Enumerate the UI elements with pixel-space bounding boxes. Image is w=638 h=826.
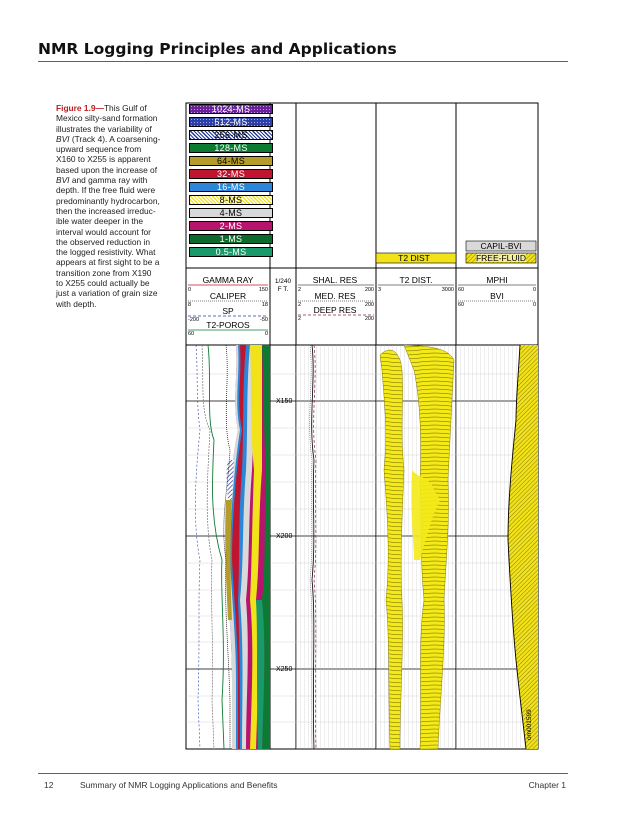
legend-2ms: 2-MS [189,221,273,231]
depth-x250: X250 [276,666,293,673]
legend-64ms: 64-MS [189,156,273,166]
footer-rule [38,773,568,774]
depth-track-header [275,278,292,293]
page-title: NMR Logging Principles and Applications [38,40,397,58]
svg-text:CALIPER: CALIPER [209,291,247,301]
svg-text:0: 0 [532,302,536,308]
track2-log-grid [296,345,376,749]
legend-4ms: 4-MS [189,208,273,218]
svg-text:200: 200 [364,302,374,308]
track2-header [298,275,374,322]
svg-text:3: 3 [378,287,382,293]
legend-0-5ms: 0.5-MS [189,247,273,257]
figure-label: Figure 1.9— [56,103,104,113]
track4-header [458,275,536,308]
svg-text:T2 DIST.: T2 DIST. [399,275,433,285]
svg-text:60: 60 [458,287,465,293]
capil-bvi-label: CAPIL-BVI [480,241,522,251]
svg-text:BVI: BVI [490,291,504,301]
svg-text:T2-POROS: T2-POROS [206,320,250,330]
t2-porosity-bins [225,345,270,749]
svg-text:-200: -200 [188,317,200,323]
legend-512ms: 512-MS [189,117,273,127]
svg-text:2: 2 [298,316,302,322]
depth-x150: X150 [276,398,293,405]
svg-text:60: 60 [188,331,195,337]
t2-dist-legend-label: T2 DIST [398,253,430,263]
track1-curves [195,345,230,749]
svg-text:MPHI: MPHI [486,275,508,285]
legend-256ms: 256-MS [189,130,273,140]
legend-1ms: 1-MS [189,234,273,244]
svg-text:150: 150 [258,287,268,293]
svg-text:0: 0 [264,331,268,337]
svg-text:8: 8 [188,302,192,308]
svg-text:F T.: F T. [277,286,289,293]
free-fluid-label: FREE-FLUID [475,253,527,263]
svg-text:60: 60 [458,302,465,308]
svg-text:18: 18 [261,302,268,308]
legend-16ms: 16-MS [189,182,273,192]
footer-section-title: Summary of NMR Logging Applications and Benefits [80,780,278,790]
legend-8ms: 8-MS [189,195,273,205]
figure-caption: Figure 1.9—This Gulf of Mexico silty-sand formation illustrates the variability of BVI (Track 4). A coarsening- upward sequence from X160 to X255 is apparent based upon the increase of BVI and gamma ray with depth. If the free fluid were predominantly hydrocarbon, then the increased irreduc- ible water deeper in the interval would account for the observed reduction in the logged resistivity. What appears at first sight to be a transition zone from X190 to X255 could actually be just a variation of grain size with depth. [56,103,161,309]
svg-text:0: 0 [532,287,536,293]
svg-text:0: 0 [188,287,192,293]
svg-text:MED. RES: MED. RES [314,291,356,301]
svg-text:2: 2 [298,287,302,293]
svg-text:200: 200 [364,287,374,293]
legend-32ms: 32-MS [189,169,273,179]
svg-text:1/240: 1/240 [274,278,292,285]
track3-header [378,275,454,293]
image-id: om001599 [526,709,533,740]
svg-text:3000: 3000 [441,287,454,293]
svg-text:200: 200 [364,316,374,322]
page-number: 12 [44,780,54,790]
svg-text:SHAL. RES: SHAL. RES [312,275,358,285]
svg-text:SP: SP [222,306,234,316]
svg-text:2: 2 [298,302,302,308]
svg-text:-50: -50 [260,317,268,323]
svg-text:DEEP RES: DEEP RES [313,305,357,315]
depth-x200: X200 [276,533,293,540]
footer-chapter: Chapter 1 [528,780,566,790]
legend-128ms: 128-MS [189,143,273,153]
svg-text:GAMMA RAY: GAMMA RAY [202,275,254,285]
legend-1024ms: 1024-MS [189,104,273,114]
track1-header [188,275,268,337]
